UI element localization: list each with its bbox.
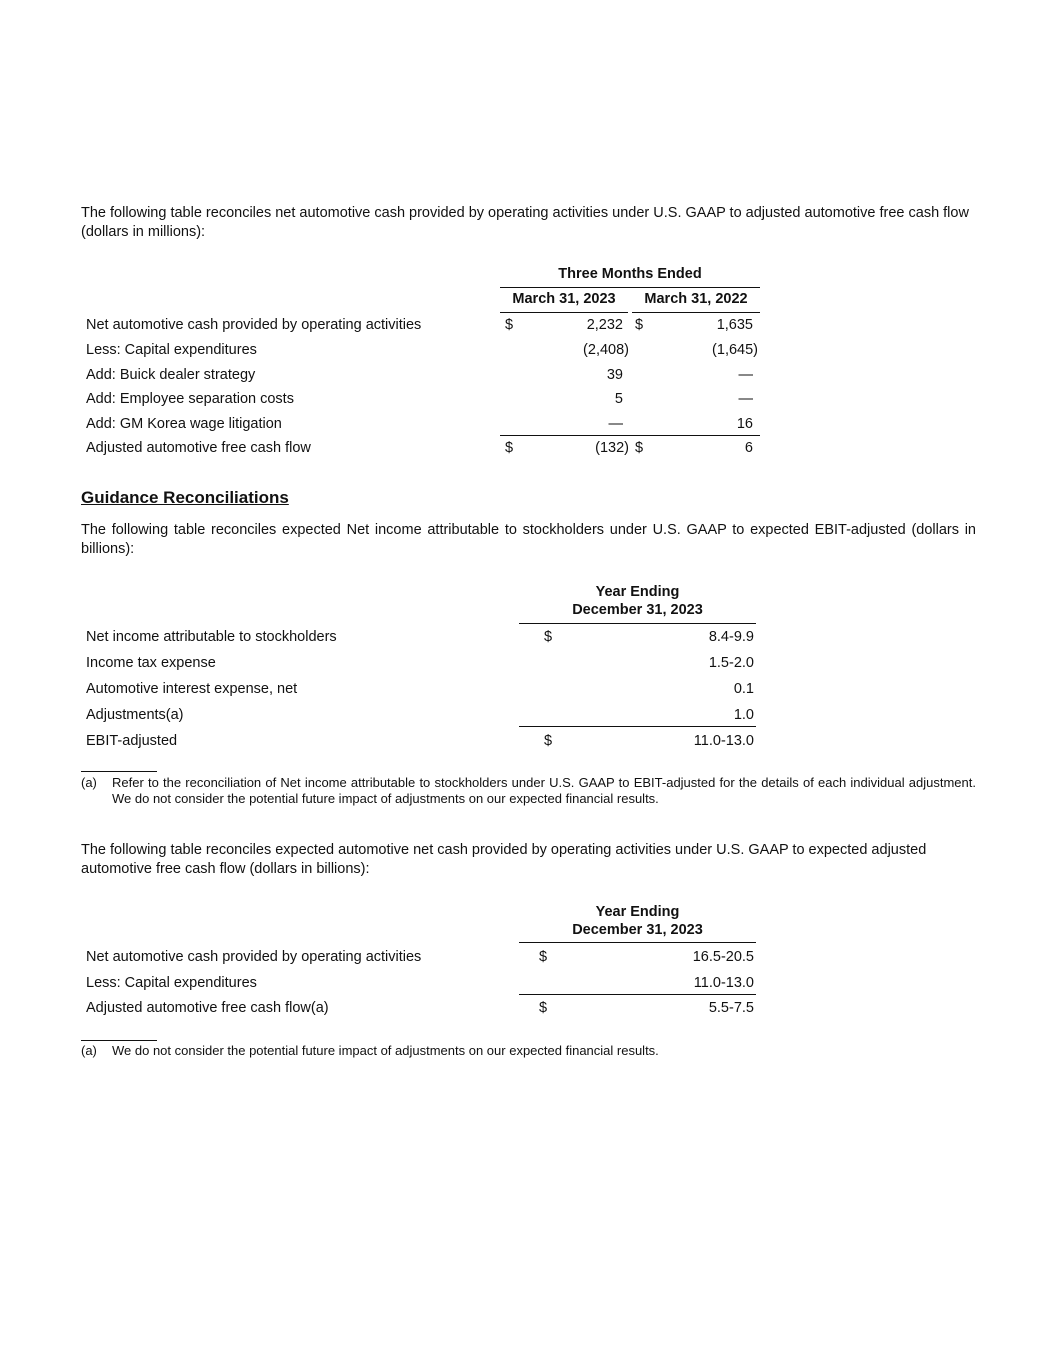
table1-col1-header: March 31, 2023 (512, 291, 616, 307)
footnote-text: We do not consider the potential future impact of adjustments on our expected financial results. (112, 1043, 659, 1058)
row-c1-value: 2,232 (586, 317, 623, 333)
footnote-rule (81, 1040, 157, 1041)
row-value: 0.1 (733, 681, 754, 697)
table1-total-rule (500, 435, 760, 436)
row-label: Net income attributable to stockholders (86, 629, 337, 645)
row-c2-value: 6 (744, 440, 753, 456)
row-label: Less: Capital expenditures (86, 342, 257, 358)
row-label: Add: Buick dealer strategy (86, 367, 256, 383)
row-prefix: $ (539, 1000, 548, 1016)
row-label: Adjusted automotive free cash flow (86, 440, 311, 456)
row-c2-value: — (738, 367, 753, 383)
row-label: Automotive interest expense, net (86, 681, 298, 697)
row-label: Add: GM Korea wage litigation (86, 416, 282, 432)
row-c1-prefix: $ (505, 317, 514, 333)
footnote-rule (81, 771, 157, 772)
table1-header-group: Three Months Ended (558, 266, 702, 282)
row-c1-value: 39 (606, 367, 623, 383)
table3-header-rule (519, 942, 756, 943)
table1-header-rule (500, 287, 760, 288)
row-prefix: $ (544, 733, 553, 749)
row-label: Net automotive cash provided by operating activities (86, 949, 422, 965)
row-value: 11.0-13.0 (693, 975, 754, 991)
row-label: Add: Employee separation costs (86, 391, 294, 407)
guidance-intro: The following table reconciles expected Net income attributable to stockholders under U.S. GAAP to expected EBIT-adjusted (dollars in billions): (81, 522, 976, 557)
section1-intro: The following table reconciles net automotive cash provided by operating activities under U.S. GAAP to adjusted automotive free cash flow (dollars in millions): (81, 205, 969, 240)
row-label: Less: Capital expenditures (86, 975, 257, 991)
row-value: 8.4-9.9 (708, 629, 754, 645)
row-label: Income tax expense (86, 655, 216, 671)
row-label: Net automotive cash provided by operating activities (86, 317, 422, 333)
row-value: 11.0-13.0 (693, 733, 754, 749)
row-c2-prefix: $ (635, 317, 644, 333)
table2-header-rule (519, 623, 756, 624)
row-value: 16.5-20.5 (692, 949, 754, 965)
table1-col2-header: March 31, 2022 (644, 291, 748, 307)
row-prefix: $ (539, 949, 548, 965)
row-c1-prefix: $ (505, 440, 514, 456)
row-label: Adjustments(a) (86, 707, 184, 723)
row-prefix: $ (544, 629, 553, 645)
row-c2-value: 16 (736, 416, 753, 432)
row-c1-value: — (608, 416, 623, 432)
table3-header-line1: Year Ending (595, 904, 680, 920)
guidance-heading: Guidance Reconciliations (81, 488, 289, 507)
row-value: 5.5-7.5 (708, 1000, 754, 1016)
table2-total-rule (519, 726, 756, 727)
row-c1-value: (2,408) (583, 342, 629, 358)
table2-header-line2: December 31, 2023 (572, 602, 703, 618)
row-value: 1.5-2.0 (708, 655, 754, 671)
section3-intro: The following table reconciles expected automotive net cash provided by operating activities under U.S. GAAP to expected adjusted automotive free cash flow (dollars in billions): (81, 842, 927, 877)
row-c1-value: (132) (595, 440, 629, 456)
row-c2-value: 1,635 (716, 317, 753, 333)
table1-col2-rule (632, 312, 760, 313)
row-value: 1.0 (733, 707, 754, 723)
table3-header-line2: December 31, 2023 (572, 922, 703, 938)
row-c2-value: (1,645) (712, 342, 758, 358)
footnote-mark: (a) (81, 1043, 97, 1058)
row-c2-prefix: $ (635, 440, 644, 456)
row-label: Adjusted automotive free cash flow(a) (86, 1000, 329, 1016)
footnote-text: Refer to the reconciliation of Net income attributable to stockholders under U.S. GAAP to EBIT-adjusted for the details of each individual adjustment. We do not consider the potential future impact of adjustments on our expected financial results. (112, 775, 976, 806)
table3-total-rule (519, 994, 756, 995)
footnote-mark: (a) (81, 775, 97, 790)
table2-header-line1: Year Ending (595, 584, 680, 600)
footnote (81, 1043, 976, 1059)
footnote (81, 775, 976, 807)
row-c1-value: 5 (614, 391, 623, 407)
table1-col1-rule (500, 312, 628, 313)
row-c2-value: — (738, 391, 753, 407)
row-label: EBIT-adjusted (86, 733, 178, 749)
